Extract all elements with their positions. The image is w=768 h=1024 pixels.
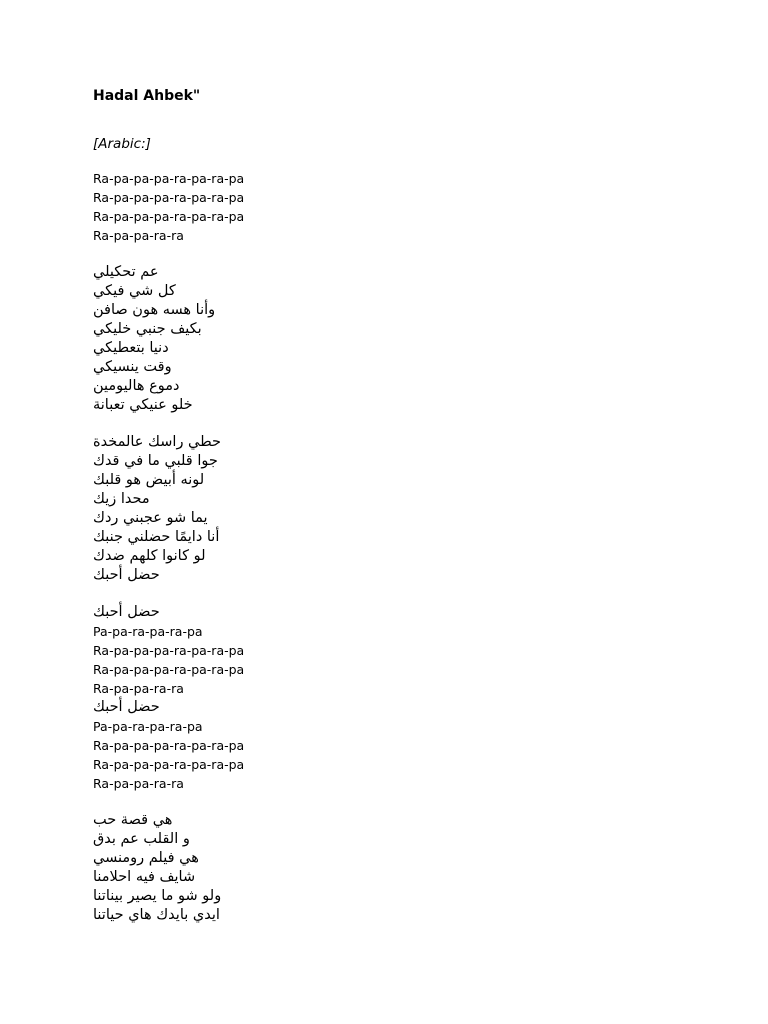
lyric-text: لو كانوا كلهم ضدك (93, 548, 206, 564)
lyric-text: حطي راسك عالمخدة (93, 434, 222, 450)
lyric-line-arabic (93, 320, 693, 339)
lyrics-block (93, 169, 693, 925)
lyric-text: محدا زيك (93, 491, 150, 507)
lyric-line-arabic (93, 603, 693, 622)
lyric-line-arabic (93, 528, 693, 547)
lyric-line-arabic (93, 509, 693, 528)
lyric-line-arabic (93, 698, 693, 717)
lyric-text: شايف فيه احلامنا (93, 869, 196, 885)
lyric-text: وأنا هسه هون صافن (93, 302, 216, 318)
lyric-text: حضل أحبك (93, 604, 160, 620)
lyric-line-arabic (93, 849, 693, 868)
lyric-line-arabic (93, 490, 693, 509)
lyric-line-arabic (93, 263, 693, 282)
lyric-line-latin: Ra-pa-pa-pa-ra-pa-ra-pa (93, 662, 245, 677)
lyric-line-latin: Ra-pa-pa-ra-ra (93, 681, 184, 696)
lyric-text: ايدي بايدك هاي حياتنا (93, 907, 220, 923)
lyric-line-latin: Ra-pa-pa-pa-ra-pa-ra-pa (93, 171, 245, 186)
lyric-line-arabic (93, 452, 693, 471)
lyric-line-arabic (93, 547, 693, 566)
lyric-line-arabic (93, 887, 693, 906)
lyric-text: عم تحكيلي (93, 264, 159, 280)
lyric-text: أنا دايمًا حضلني جنبك (93, 529, 220, 545)
lyric-line-latin: Ra-pa-pa-ra-ra (93, 776, 184, 791)
lyric-text: و القلب عم بدق (93, 831, 190, 847)
lyric-text: كل شي فيكي (93, 283, 176, 299)
lyric-text: وقت ينسيكي (93, 359, 172, 375)
lyric-line-arabic (93, 868, 693, 887)
lyric-line-latin: Ra-pa-pa-pa-ra-pa-ra-pa (93, 643, 245, 658)
stanza-gap (93, 245, 693, 263)
lyric-line-arabic (93, 396, 693, 415)
lyric-text: حضل أحبك (93, 567, 160, 583)
lyric-line-arabic (93, 301, 693, 320)
lyric-text: لونه أبيض هو قلبك (93, 472, 205, 488)
lyric-line-latin: Ra-pa-pa-pa-ra-pa-ra-pa (93, 209, 245, 224)
lyric-line-arabic (93, 830, 693, 849)
song-title: Hadal Ahbek" (93, 88, 201, 104)
lyric-text: دنيا بتعطيكي (93, 340, 169, 356)
lyric-text: خلو عنيكي تعبانة (93, 397, 193, 413)
stanza-gap (93, 793, 693, 811)
lyric-text: جوا قلبي ما في قدك (93, 453, 218, 469)
lyric-line-arabic (93, 377, 693, 396)
lyric-line-latin: Ra-pa-pa-ra-ra (93, 228, 184, 243)
lyric-text: هي قصة حب (93, 812, 173, 828)
lyric-text: ولو شو ما يصير بيناتنا (93, 888, 222, 904)
lyric-line-latin: Ra-pa-pa-pa-ra-pa-ra-pa (93, 738, 245, 753)
lyric-line-latin: Ra-pa-pa-pa-ra-pa-ra-pa (93, 190, 245, 205)
lyric-line-arabic (93, 282, 693, 301)
lyric-line-latin: Pa-pa-ra-pa-ra-pa (93, 624, 203, 639)
stanza-gap (93, 585, 693, 603)
lyric-text: يما شو عجبني ردك (93, 510, 208, 526)
lyric-text: حضل أحبك (93, 699, 160, 715)
lyric-line-latin: Pa-pa-ra-pa-ra-pa (93, 719, 203, 734)
lyric-line-arabic (93, 358, 693, 377)
stanza-gap (93, 415, 693, 433)
lyric-line-arabic (93, 471, 693, 490)
document-content (93, 86, 693, 925)
lyric-line-arabic (93, 433, 693, 452)
lyric-line-arabic (93, 906, 693, 925)
lyric-text: بكيف جنبي خليكي (93, 321, 202, 337)
lyric-line-arabic (93, 566, 693, 585)
lyric-line-latin: Ra-pa-pa-pa-ra-pa-ra-pa (93, 757, 245, 772)
lyric-line-arabic (93, 811, 693, 830)
lyric-text: هي فيلم رومنسي (93, 850, 199, 866)
lyric-line-arabic (93, 339, 693, 358)
lyric-text: دموع هاليومين (93, 378, 180, 394)
language-label: [Arabic:] (93, 136, 151, 152)
